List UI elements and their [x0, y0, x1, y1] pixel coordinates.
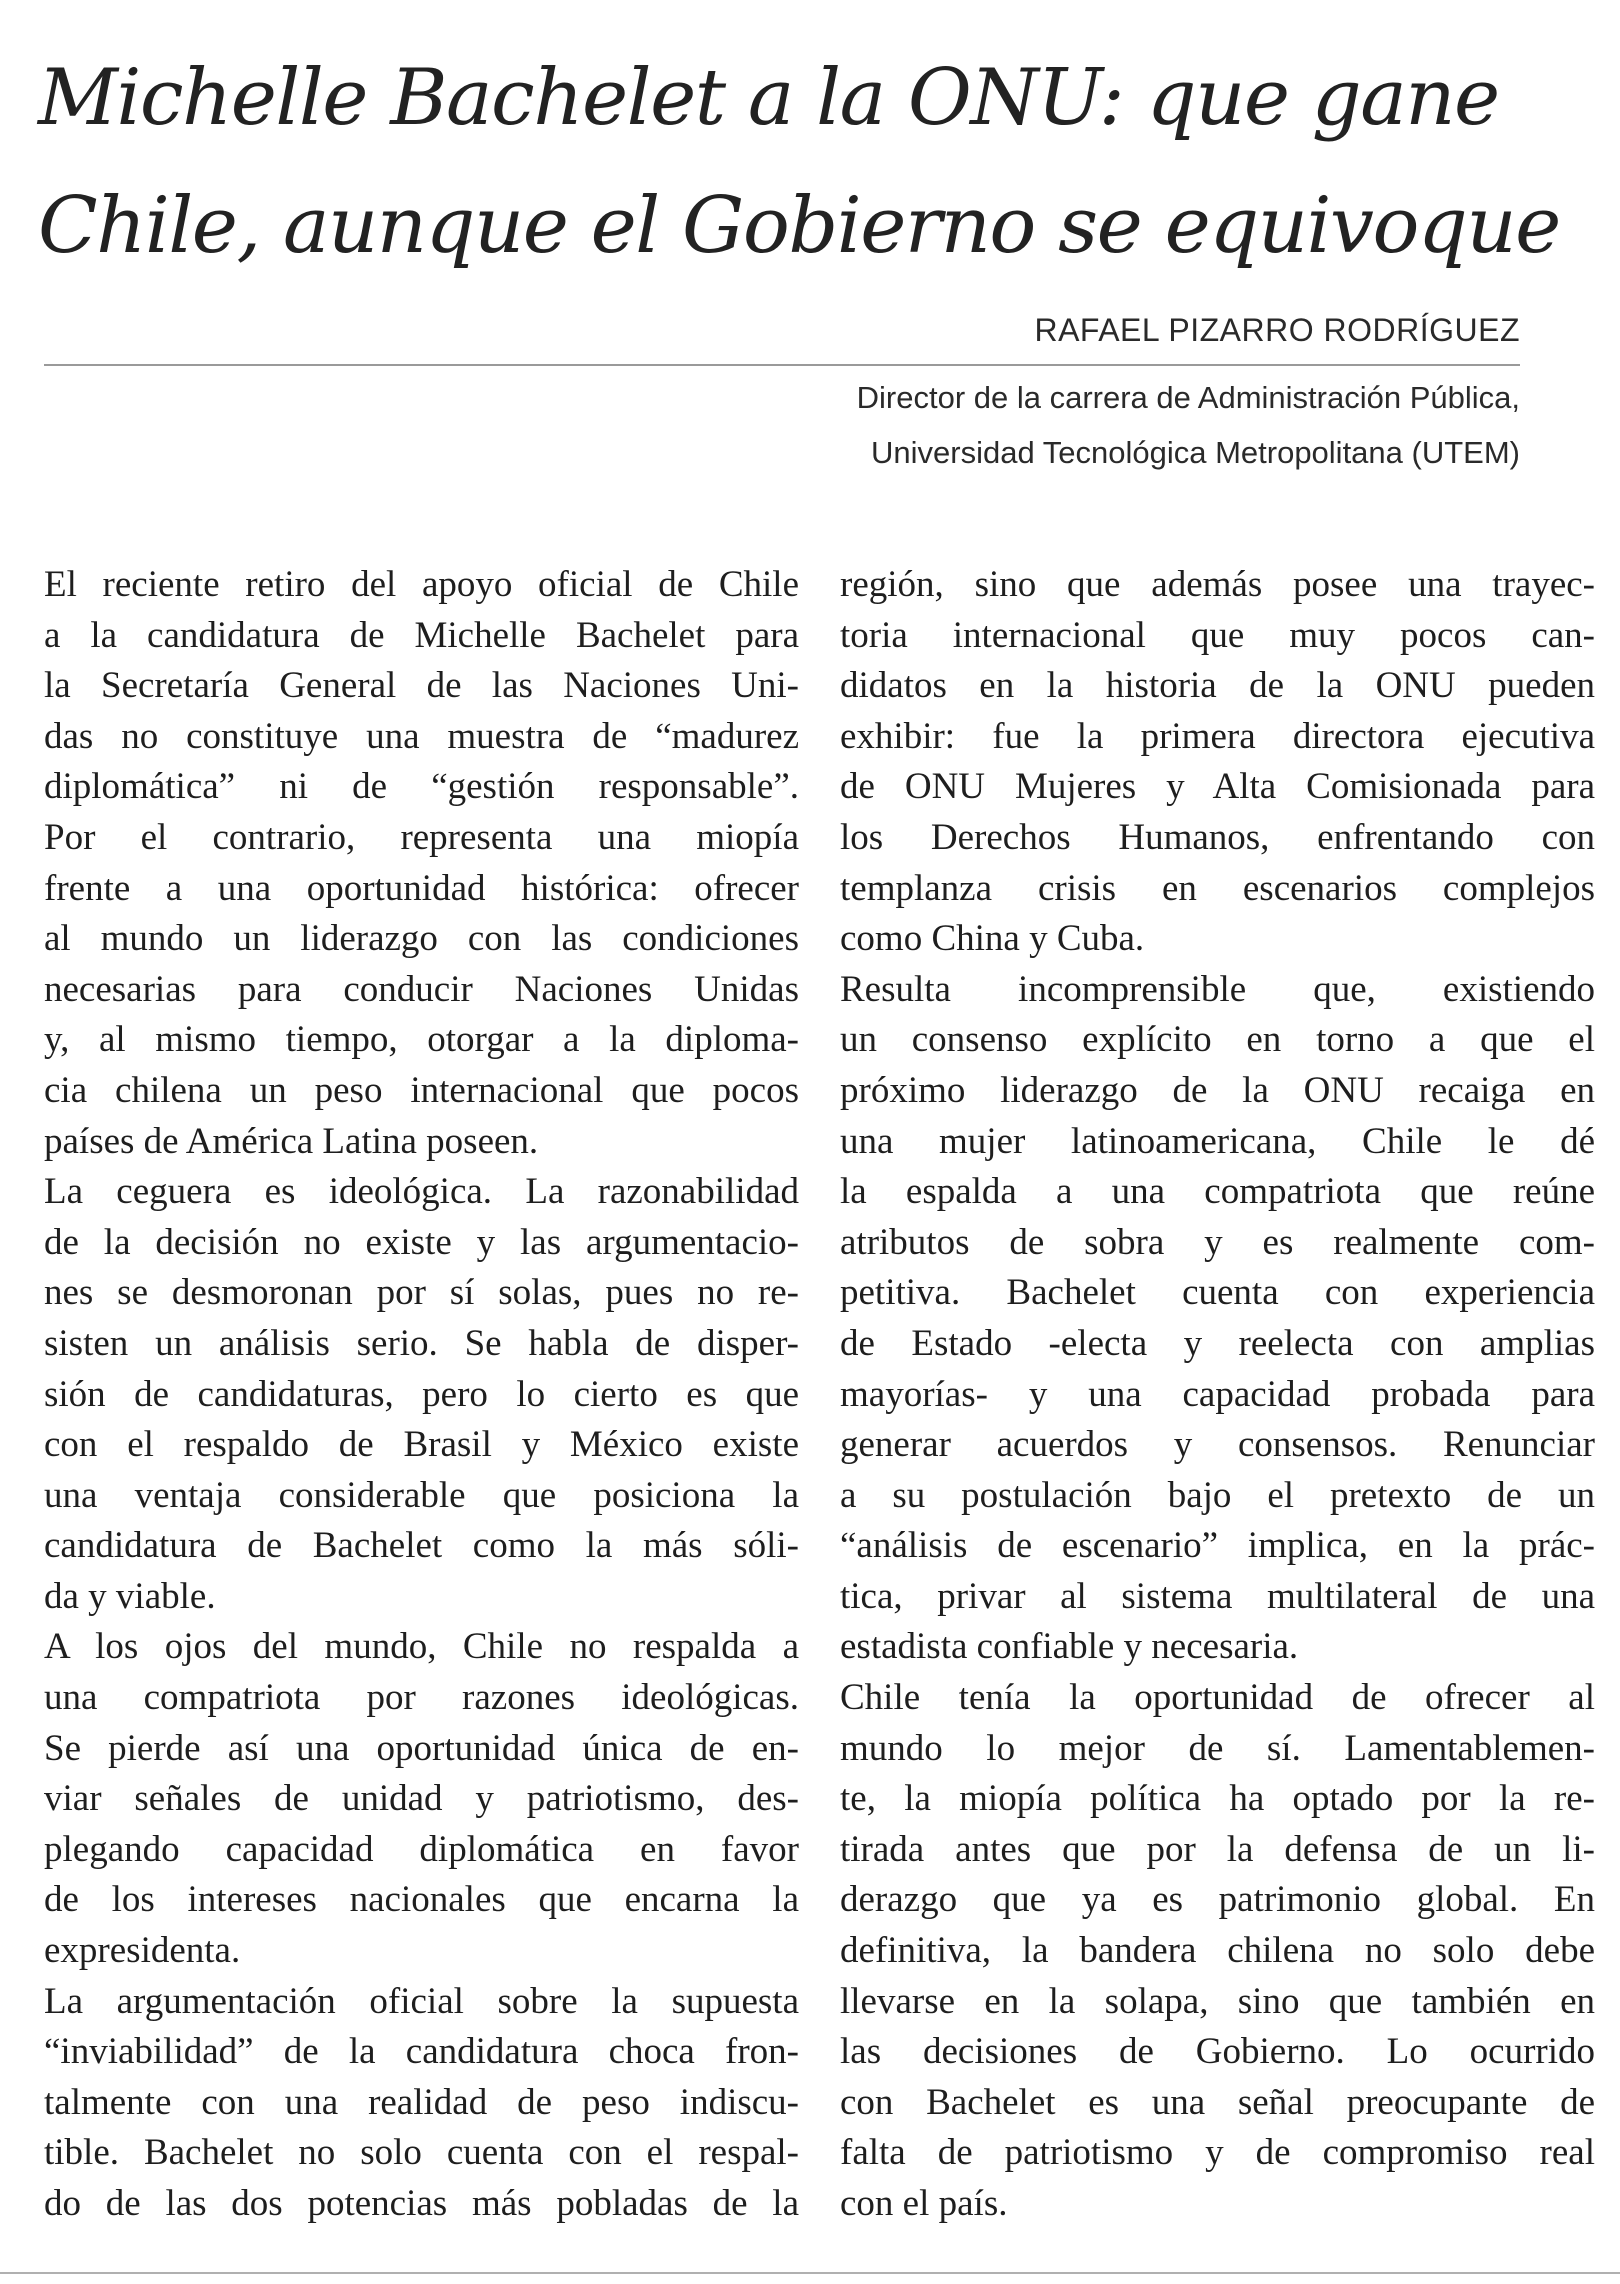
- text-line: te, la miopía política ha optado por la re-: [840, 1778, 1595, 1820]
- text-line: nes se desmoronan por sí solas, pues no re-: [44, 1272, 799, 1314]
- text-line: al mundo un liderazgo con las condiciones: [44, 918, 799, 960]
- text-line: tica, privar al sistema multilateral de una: [840, 1575, 1595, 1617]
- text-line: tible. Bachelet no solo cuenta con el respal-: [44, 2132, 799, 2174]
- text-line: “inviabilidad” de la candidatura choca fron-: [44, 2031, 799, 2073]
- text-line: didatos en la historia de la ONU pueden: [840, 665, 1595, 707]
- text-line: La ceguera es ideológica. La razonabilidad: [44, 1171, 799, 1213]
- text-line: de ONU Mujeres y Alta Comisionada para: [840, 766, 1595, 808]
- paragraph-7: [840, 1673, 1595, 2230]
- text-line: sisten un análisis serio. Se habla de disper-: [44, 1322, 799, 1364]
- paragraph-5: [840, 560, 1595, 965]
- text-line: Se pierde así una oportunidad única de en-: [44, 1727, 799, 1769]
- text-line: a su postulación bajo el pretexto de un: [840, 1474, 1595, 1516]
- text-line: con el respaldo de Brasil y México existe: [44, 1424, 799, 1466]
- text-line: Chile tenía la oportunidad de ofrecer al: [840, 1677, 1595, 1719]
- text-line: región, sino que además posee una trayec-: [840, 564, 1595, 605]
- byline-divider: [44, 364, 1520, 366]
- right-column: [840, 560, 1595, 2230]
- text-line: Resulta incomprensible que, existiendo: [840, 968, 1595, 1010]
- text-line: mundo lo mejor de sí. Lamentablemen-: [840, 1727, 1595, 1769]
- text-line: cia chilena un peso internacional que pocos: [44, 1069, 799, 1111]
- text-line: definitiva, la bandera chilena no solo debe: [840, 1930, 1595, 1972]
- text-line: diplomática” ni de “gestión responsable”.: [44, 766, 799, 808]
- left-column: [44, 560, 799, 2230]
- text-line: sión de candidaturas, pero lo cierto es que: [44, 1373, 799, 1415]
- text-line: Por el contrario, representa una miopía: [44, 816, 799, 858]
- text-line: llevarse en la solapa, sino que también en: [840, 1980, 1595, 2022]
- text-line: templanza crisis en escenarios complejos: [840, 867, 1595, 909]
- text-line: una compatriota por razones ideológicas.: [44, 1677, 799, 1719]
- text-line: tirada antes que por la defensa de un li-: [840, 1828, 1595, 1870]
- text-line: talmente con una realidad de peso indiscu-: [44, 2081, 799, 2123]
- text-line: exhibir: fue la primera directora ejecutiva: [840, 715, 1595, 757]
- text-line: de Estado -electa y reelecta con amplias: [840, 1322, 1595, 1364]
- text-line: estadista confiable y necesaria.: [840, 1626, 1299, 1668]
- text-line: falta de patriotismo y de compromiso real: [840, 2132, 1595, 2174]
- text-line: de la decisión no existe y las argumentacio-: [44, 1221, 799, 1263]
- text-line: das no constituye una muestra de “madurez: [44, 715, 799, 757]
- text-line: do de las dos potencias más pobladas de la: [44, 2183, 799, 2224]
- text-line: mayorías- y una capacidad probada para: [840, 1373, 1595, 1415]
- text-line: atributos de sobra y es realmente com-: [840, 1221, 1595, 1263]
- text-line: con el país.: [840, 2183, 1008, 2224]
- author-name: RAFAEL PIZARRO RODRÍGUEZ: [1034, 312, 1520, 348]
- paragraph-2: [44, 1167, 799, 1622]
- text-line: y, al mismo tiempo, otorgar a la diploma-: [44, 1019, 799, 1061]
- text-line: viar señales de unidad y patriotismo, des-: [44, 1778, 799, 1820]
- paragraph-6: [840, 965, 1595, 1673]
- text-line: países de América Latina poseen.: [44, 1120, 539, 1162]
- text-line: próximo liderazgo de la ONU recaiga en: [840, 1069, 1595, 1111]
- author-affiliation: [857, 370, 1520, 480]
- text-line: La argumentación oficial sobre la supuesta: [44, 1980, 799, 2022]
- paragraph-1: [44, 560, 799, 1167]
- text-line: “análisis de escenario” implica, en la prác-: [840, 1525, 1595, 1567]
- text-line: la Secretaría General de las Naciones Uni-: [44, 665, 799, 707]
- text-line: da y viable.: [44, 1575, 216, 1617]
- text-line: con Bachelet es una señal preocupante de: [840, 2081, 1595, 2123]
- text-line: derazgo que ya es patrimonio global. En: [840, 1879, 1595, 1921]
- text-line: necesarias para conducir Naciones Unidas: [44, 968, 799, 1010]
- text-line: A los ojos del mundo, Chile no respalda a: [44, 1626, 799, 1668]
- text-line: generar acuerdos y consensos. Renunciar: [840, 1424, 1595, 1466]
- text-line: la espalda a una compatriota que reúne: [840, 1171, 1595, 1213]
- affiliation-line: Director de la carrera de Administración Pública,: [856, 380, 1520, 415]
- text-line: expresidenta.: [44, 1930, 241, 1972]
- headline: [38, 34, 1598, 290]
- text-line: petitiva. Bachelet cuenta con experiencia: [840, 1272, 1595, 1314]
- text-line: una mujer latinoamericana, Chile le dé: [840, 1120, 1595, 1162]
- paragraph-4: [44, 1977, 799, 2230]
- headline-line: Chile, aunque el Gobierno se equivoque: [38, 181, 1560, 271]
- text-line: de los intereses nacionales que encarna la: [44, 1879, 799, 1921]
- affiliation-line: Universidad Tecnológica Metropolitana (UTEM): [871, 435, 1520, 470]
- text-line: candidatura de Bachelet como la más sóli-: [44, 1525, 799, 1567]
- text-line: una ventaja considerable que posiciona la: [44, 1474, 799, 1516]
- text-line: los Derechos Humanos, enfrentando con: [840, 816, 1595, 858]
- text-line: a la candidatura de Michelle Bachelet para: [44, 614, 799, 656]
- text-line: frente a una oportunidad histórica: ofrecer: [44, 867, 799, 909]
- text-line: plegando capacidad diplomática en favor: [44, 1828, 799, 1870]
- text-line: toria internacional que muy pocos can-: [840, 614, 1595, 656]
- bottom-divider: [0, 2272, 1620, 2274]
- headline-line: Michelle Bachelet a la ONU: que gane: [38, 53, 1499, 143]
- text-line: las decisiones de Gobierno. Lo ocurrido: [840, 2031, 1595, 2073]
- text-line: como China y Cuba.: [840, 918, 1145, 960]
- text-line: un consenso explícito en torno a que el: [840, 1019, 1595, 1061]
- paragraph-3: [44, 1622, 799, 1976]
- text-line: El reciente retiro del apoyo oficial de Chile: [44, 564, 799, 605]
